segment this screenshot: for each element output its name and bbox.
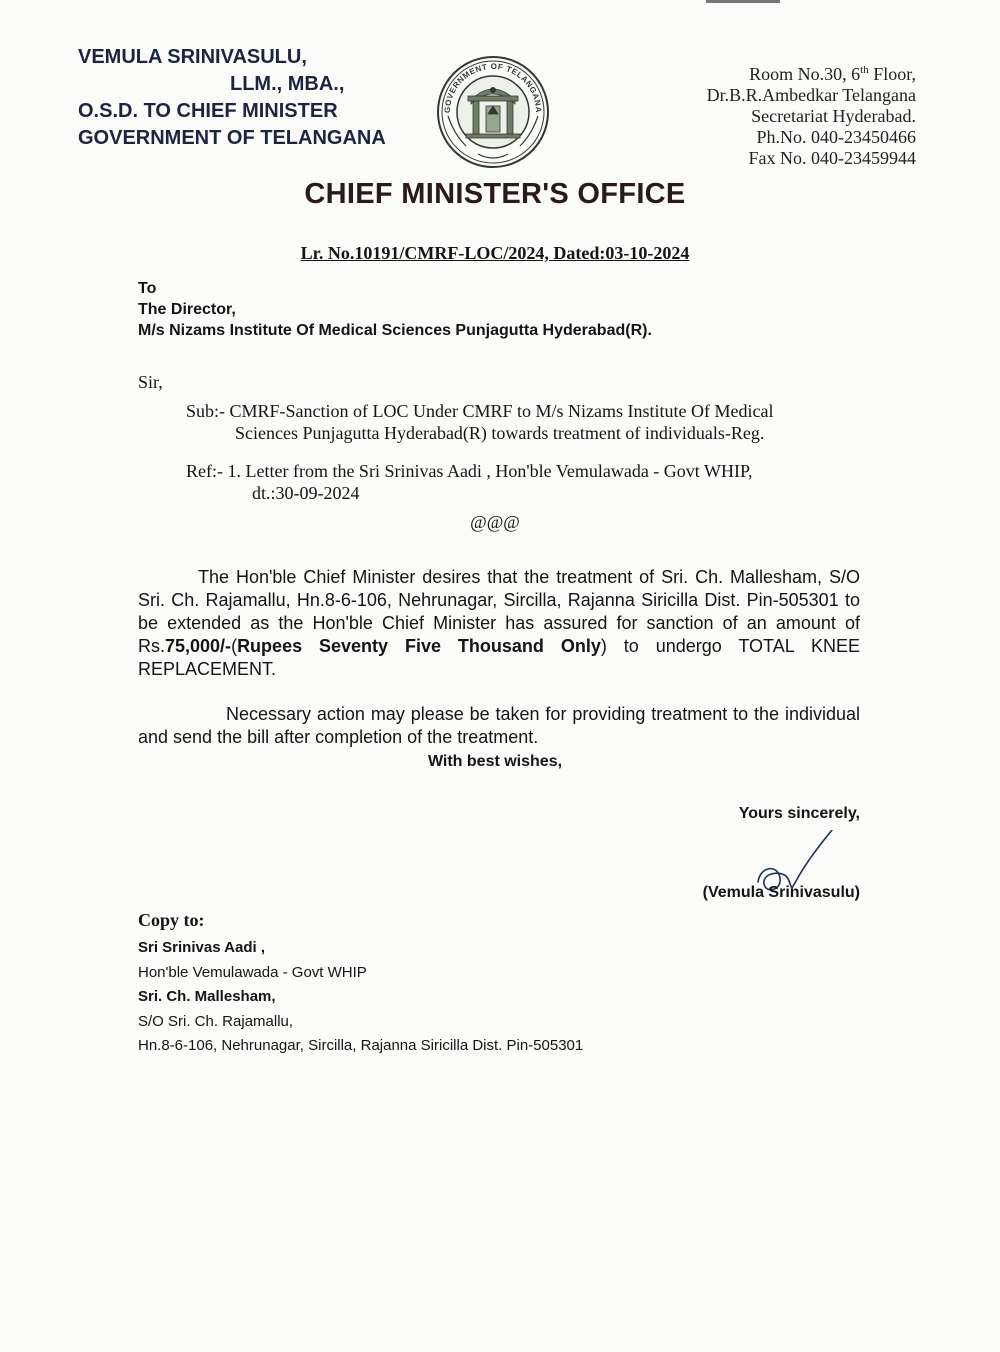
recipient-title: The Director, xyxy=(138,301,236,318)
sender-degrees: LLM., MBA., xyxy=(230,73,345,95)
address-room: Room No.30, 6th Floor, xyxy=(749,64,916,84)
copy-to-line: Sri Srinivas Aadi , xyxy=(138,939,265,956)
recipient-block xyxy=(138,278,652,341)
reference-block xyxy=(186,460,752,504)
copy-to-heading: Copy to: xyxy=(138,910,205,930)
copy-to-list xyxy=(138,936,583,1059)
reference-line-1: Ref:- 1. Letter from the Sri Srinivas Aadi , Hon'ble Vemulawada - Govt WHIP, xyxy=(186,461,753,481)
address-line-3: Secretariat Hyderabad. xyxy=(751,106,916,126)
yours-sincerely: Yours sincerely, xyxy=(738,805,860,822)
subject-line-1: Sub:- CMRF-Sanction of LOC Under CMRF to M/s Nizams Institute Of Medical xyxy=(186,401,774,421)
copy-to-line: Hon'ble Vemulawada - Govt WHIP xyxy=(138,963,367,981)
sender-designation: O.S.D. TO CHIEF MINISTER xyxy=(78,100,338,122)
copy-to-line: Sri. Ch. Mallesham, xyxy=(138,988,276,1005)
recipient-to: To xyxy=(138,280,157,297)
address-phone: Ph.No. 040-23450466 xyxy=(756,127,916,147)
copy-to-line: S/O Sri. Ch. Rajamallu, xyxy=(138,1012,294,1030)
subject-block xyxy=(186,400,773,444)
salutation: Sir, xyxy=(138,372,163,392)
office-title: CHIEF MINISTER'S OFFICE xyxy=(304,178,686,210)
sender-government: GOVERNMENT OF TELANGANA xyxy=(78,127,386,149)
sanction-amount-words: Rupees Seventy Five Thousand Only xyxy=(237,636,601,656)
body-paragraph-1: The Hon'ble Chief Minister desires that the treatment of Sri. Ch. Mallesham, S/O Sri. Ch. Rajamallu, Hn.8-6-106, Nehrunagar, Sircilla, Rajanna Siricilla Dist. Pin-505301 to be extended as the Hon'ble Chief Minister has assured for sanction of an amount of Rs.75,000/-(Rupees Seventy Five Thousand Only) to undergo TOTAL KNEE REPLACEMENT. xyxy=(138,567,860,679)
sanction-amount: 75,000/- xyxy=(165,636,232,656)
body-paragraph-2: Necessary action may please be taken for providing treatment to the individual and send the bill after completion of the treatment. xyxy=(138,704,860,747)
separator: @@@ xyxy=(470,512,520,532)
best-wishes: With best wishes, xyxy=(427,753,563,770)
address-fax: Fax No. 040-23459944 xyxy=(748,148,916,168)
subject-line-2: Sciences Punjagutta Hyderabad(R) towards treatment of individuals-Reg. xyxy=(235,423,765,443)
svg-text:GOVERNMENT OF TELANGANA: GOVERNMENT OF TELANGANA xyxy=(442,61,544,114)
telangana-emblem-icon xyxy=(430,54,556,170)
scan-edge-mark xyxy=(706,0,780,3)
sender-name: VEMULA SRINIVASULU, xyxy=(78,46,307,68)
copy-to-line: Hn.8-6-106, Nehrunagar, Sircilla, Rajanna Siricilla Dist. Pin-505301 xyxy=(138,1037,584,1054)
recipient-institution: M/s Nizams Institute Of Medical Sciences Punjagutta Hyderabad(R). xyxy=(138,322,652,339)
address-line-2: Dr.B.R.Ambedkar Telangana xyxy=(706,85,916,105)
office-address-block xyxy=(707,60,916,169)
signatory-name: (Vemula Srinivasulu) xyxy=(702,884,860,901)
sender-block xyxy=(78,44,386,152)
reference-line-2: dt.:30-09-2024 xyxy=(252,483,360,503)
letter-reference-number: Lr. No.10191/CMRF-LOC/2024, Dated:03-10-2024 xyxy=(300,243,690,263)
